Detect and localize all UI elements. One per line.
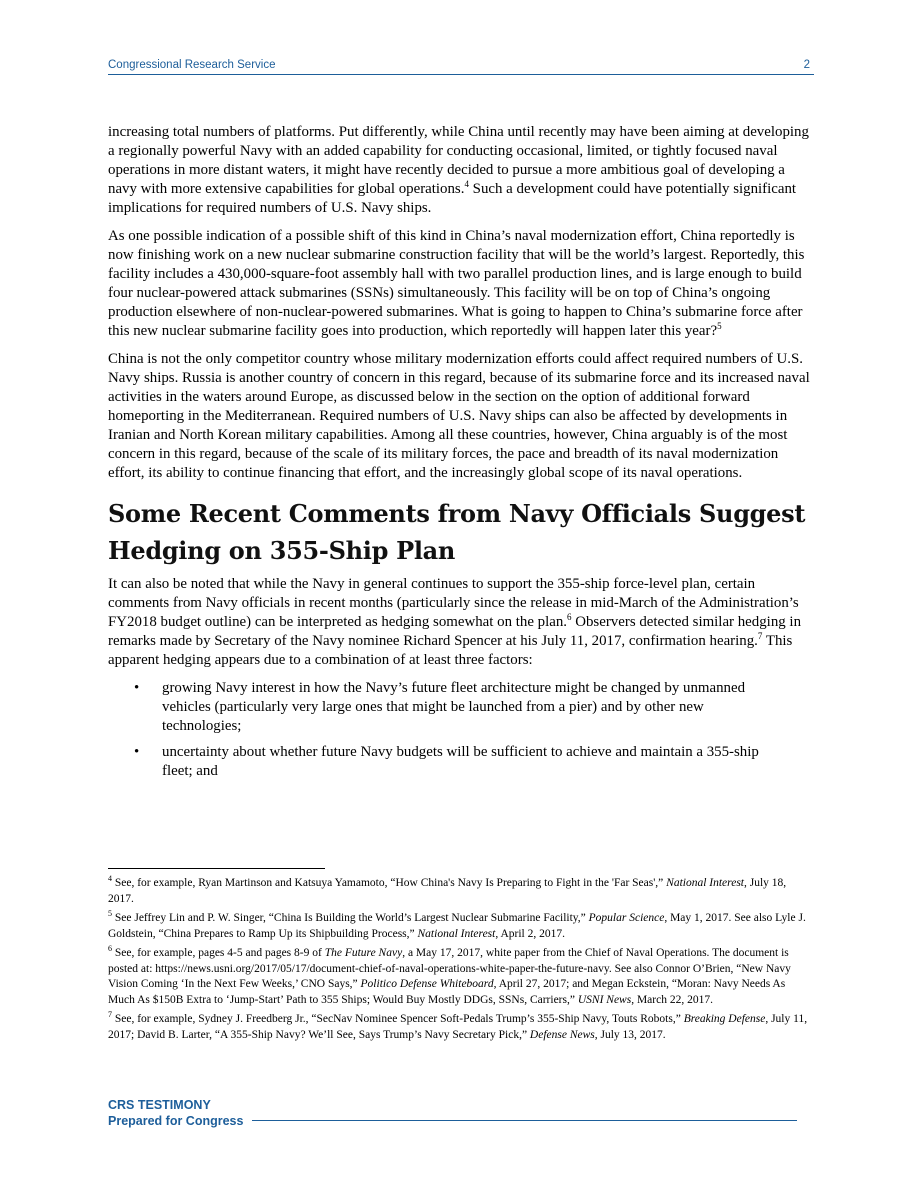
section-heading: Some Recent Comments from Navy Officials Suggest Hedging on 355-Ship Plan (108, 499, 806, 565)
bullet-icon: • (134, 680, 140, 696)
footnote-ref[interactable]: 7 (757, 631, 763, 642)
footer-subtitle: Prepared for Congress (108, 1114, 244, 1128)
bullet-list (108, 679, 814, 781)
footnote-separator (108, 868, 325, 869)
footnote-ref[interactable]: 4 (464, 179, 469, 190)
paragraph: As one possible indication of a possible shift of this kind in China’s naval modernization effort, China reportedly is now finishing work on a new nuclear submarine construction facility that will be the world’s largest. Reportedly, this facility includes a 430,000-square-foot assembly hall with two parallel production lines, and is large enough to build four nuclear-powered attack submarines (SSNs) simultaneously. This facility will be on top of China’s ongoing production elsewhere of non-nuclear-powered submarines. What is going to happen to China’s submarine force after this new nuclear submarine facility goes into production, which reportedly will happen later this year?$^5$ (108, 228, 805, 339)
page-number: 2 (803, 59, 810, 71)
main-content (108, 123, 814, 788)
footnote: $^4$ See, for example, Ryan Martinson and Katsuya Yamamoto, “How China's Navy Is Preparing to Fight in the 'Far Seas',” National Interest, July 18, 2017. (108, 874, 787, 905)
footnote: $^5$ See Jeffrey Lin and P. W. Singer, “China Is Building the World’s Largest Nuclear Submarine Facility,” Popular Science, May 1, 2017. See also Lyle J. Goldstein, “China Prepares to Ramp Up its Shipbuilding Process,” National Interest, April 2, 2017. (108, 909, 806, 940)
paragraph: It can also be noted that while the Navy in general continues to support the 355-ship force-level plan, certain comments from Navy officials in recent months (particularly since the release in mid-March of the Administration’s FY2018 budget outline) can be interpreted as hedging somewhat on the plan.$^6$ Observers detected similar hedging in remarks made by Secretary of the Navy nominee Richard Spencer at his July 11, 2017, confirmation hearing.$^7$ This apparent hedging appears due to a combination of at least three factors: (108, 576, 802, 668)
header-org-name: Congressional Research Service (108, 59, 276, 71)
footnotes (108, 876, 814, 1047)
bullet-icon: • (134, 744, 140, 760)
running-header (108, 59, 814, 75)
footnote-number: 6 (108, 944, 112, 954)
footnote-number: 5 (108, 909, 112, 919)
crs-testimony-footer (108, 1097, 243, 1129)
list-item: • uncertainty about whether future Navy budgets will be sufficient to achieve and maintain a 355-ship fleet; and (134, 744, 759, 779)
footnote: $^6$ See, for example, pages 4-5 and pages 8-9 of The Future Navy, a May 17, 2017, white paper from the Chief of Naval Operations. The document is posted at: https://news.usni.org/2017/05/17/document-chief-of-naval-operations-white-paper-the-future-navy. See also Connor O’Brien, “New Navy Vision Coming ‘In the Next Few Weeks,’ CNO Says,” Politico Defense Whiteboard, April 27, 2017; and Megan Eckstein, “Moran: Navy Needs As Much As $150B Extra to ‘Jump-Start’ Path to 355 Ships; Would Buy Mostly DDGs, SSNs, Carriers,” USNI News, March 22, 2017. (108, 944, 791, 1006)
footnote-number: 7 (108, 1010, 112, 1020)
paragraph: China is not the only competitor country whose military modernization efforts could affect required numbers of U.S. Navy ships. Russia is another country of concern in this regard, because of its submarine force and its increased naval activities in the waters around Europe, as discussed below in the section on the option of additional forward homeporting in the Mediterranean. Required numbers of U.S. Navy ships can also be affected by developments in Iranian and North Korean military capabilities. Among all these countries, however, China arguably is of the most concern in this regard, because of the scale of its military forces, the pace and breadth of its naval modernization effort, its ability to continue financing that effort, and the increasingly global scope of its naval operations. (108, 351, 810, 481)
footnote-ref[interactable]: 5 (717, 321, 722, 332)
paragraph: increasing total numbers of platforms. Put differently, while China until recently may have been aiming at developing a regionally powerful Navy with an added capability for conducting occasional, limited, or tightly focused naval operations in more distant waters, it might have recently decided to pursue a more ambitious goal of developing a navy with more extensive capabilities for global operations.$^4$ Such a development could have potentially significant implications for required numbers of U.S. Navy ships. (108, 124, 809, 216)
list-item: • growing Navy interest in how the Navy’s future fleet architecture might be changed by unmanned vehicles (particularly very large ones that might be launched from a pier) and by other new technologies; (134, 680, 746, 734)
footnote-ref[interactable]: 6 (567, 612, 572, 623)
footnote-number: 4 (108, 874, 112, 884)
footer-rule (252, 1120, 797, 1121)
footnote: $^7$ See, for example, Sydney J. Freedberg Jr., “SecNav Nominee Spencer Soft-Pedals Trump’s 355-Ship Navy, Touts Robots,” Breaking Defense, July 11, 2017; David B. Larter, “A 355-Ship Navy? We’ll See, Says Trump’s Navy Secretary Pick,” Defense News, July 13, 2017. (108, 1010, 808, 1041)
footer-title: CRS TESTIMONY (108, 1098, 211, 1112)
